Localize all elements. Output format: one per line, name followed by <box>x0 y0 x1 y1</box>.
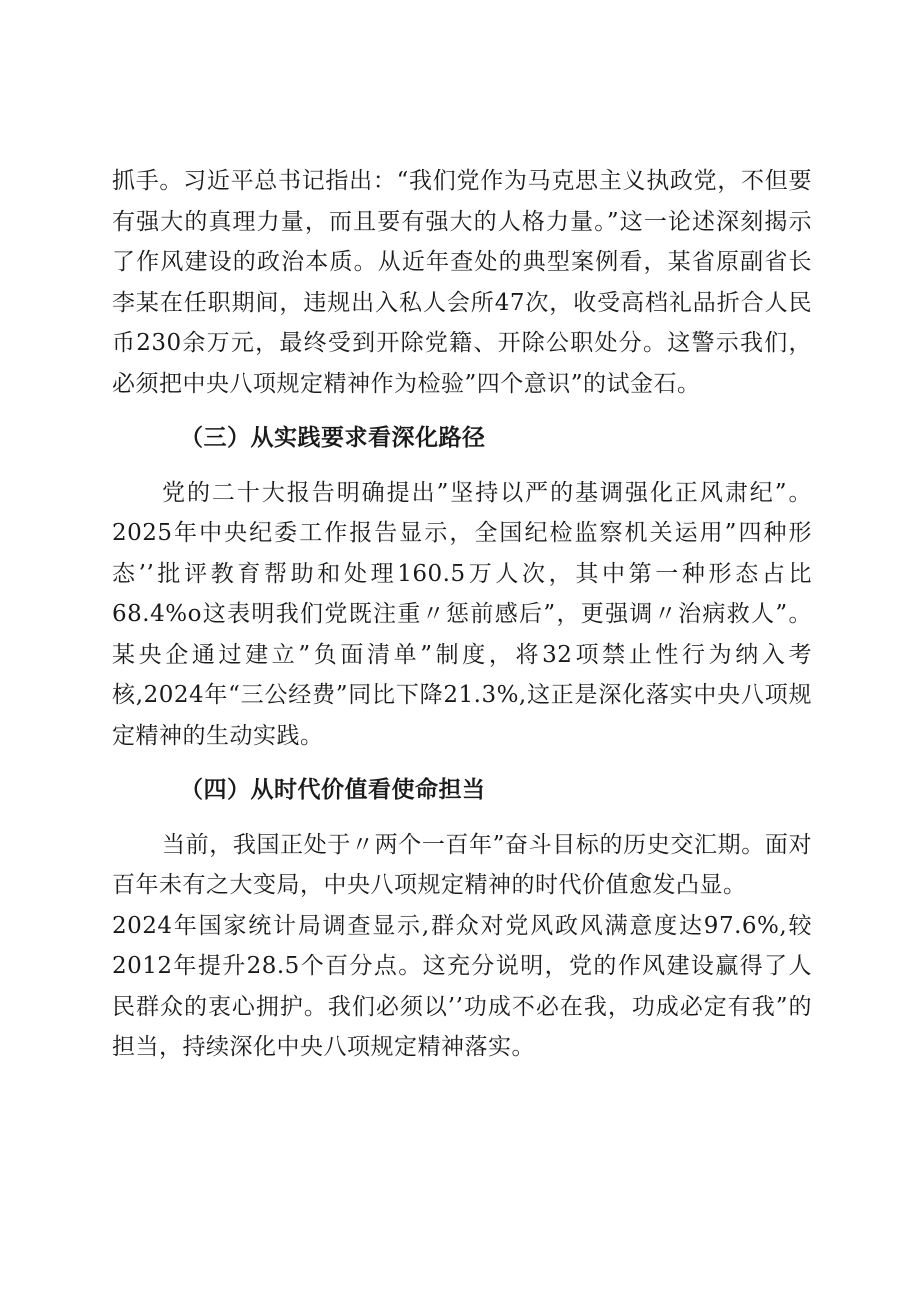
paragraph-practice: 党的二十大报告明确提出”坚持以严的基调强化正风肃纪”。2025年中央纪委工作报告显示，全国纪检监察机关运用”四种形态’’批评教育帮助和处理160.5万人次，其中第一种形态占比68.4%o这表明我们党既注重〃惩前感后”，更强调〃治病救人”。某央企通过建立”负面清单”制度，将32项禁止性行为纳入考核,2024年“三公经费”同比下降21.3%,这正是深化落实中央八项规定精神的生动实践。 <box>112 479 812 749</box>
paragraph-survey: 2024年国家统计局调查显示,群众对党风政风满意度达97.6%,较2012年提升28.5个百分点。这充分说明，党的作风建设赢得了人民群众的衷心拥护。我们必须以’’功成不必在我，功成必定有我”的担当，持续深化中央八项规定精神落实。 <box>112 912 812 1060</box>
paragraph-intro: 抓手。习近平总书记指出：“我们党作为马克思主义执政党，不但要有强大的真理力量，而且要有强大的人格力量。”这一论述深刻揭示了作风建设的政治本质。从近年查处的典型案例看，某省原副省长李某在任职期间，违规出入私人会所47次，收受高档礼品折合人民币230余万元，最终受到开除党籍、开除公职处分。这警示我们，必须把中央八项规定精神作为检验”四个意识”的试金石。 <box>112 168 812 397</box>
document-body <box>112 161 812 1068</box>
section-heading-3: （三）从实践要求看深化路径 <box>180 424 486 451</box>
paragraph-era: 当前，我国正处于〃两个一百年”奋斗目标的历史交汇期。面对百年未有之大变局，中央八项规定精神的时代价值愈发凸显。 <box>112 831 812 898</box>
section-heading-4: （四）从时代价值看使命担当 <box>180 776 486 803</box>
